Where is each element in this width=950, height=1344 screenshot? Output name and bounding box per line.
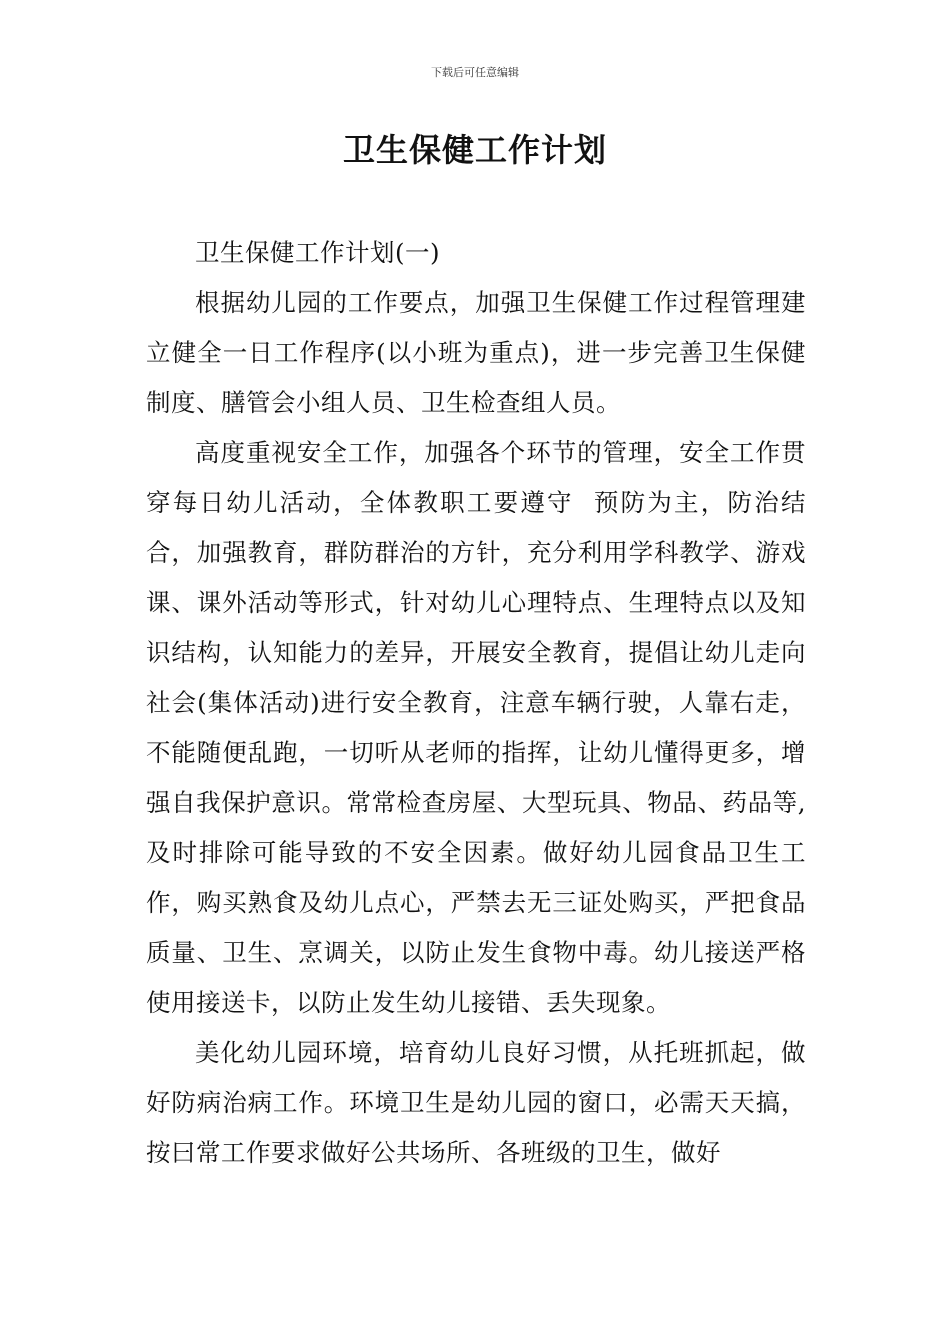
document-body [146, 228, 806, 1178]
paragraph-3: 美化幼儿园环境，培育幼儿良好习惯，从托班抓起，做好防病治病工作。环境卫生是幼儿园的窗口，必需天天搞，按曰常工作要求做好公共场所、各班级的卫生，做好 [146, 1038, 806, 1167]
page-header-note: 下载后可任意编辑 [431, 66, 519, 79]
paragraph-2: 高度重视安全工作，加强各个环节的管理，安全工作贯穿每日幼儿活动，全体教职工要遵守 预防为主，防治结合，加强教育，群防群治的方针，充分利用学科教学、游戏课、课外活动等形式，针对幼儿心理特点、生理特点以及知识结构，认知能力的差异，开展安全教育，提倡让幼儿走向社会(集体活动)进行安全教育，注意车辆行驶，人靠右走，不能随便乱跑，一切听从老师的指挥，让幼儿懂得更多，增强自我保护意识。常常检查房屋、大型玩具、物品、药品等,及时排除可能导致的不安全因素。做好幼儿园食品卫生工作，购买熟食及幼儿点心，严禁去无三证处购买，严把食品质量、卫生、烹调关，以防止发生食物中毒。幼儿接送严格使用接送卡，以防止发生幼儿接错、丢失现象。 [146, 438, 806, 1017]
section-heading: 卫生保健工作计划(一) [195, 238, 441, 267]
paragraph-1: 根据幼儿园的工作要点，加强卫生保健工作过程管理建立健全一日工作程序(以小班为重点)，进一步完善卫生保健制度、膳管会小组人员、卫生检查组人员。 [146, 288, 806, 417]
document-title: 卫生保健工作计划 [342, 131, 607, 169]
